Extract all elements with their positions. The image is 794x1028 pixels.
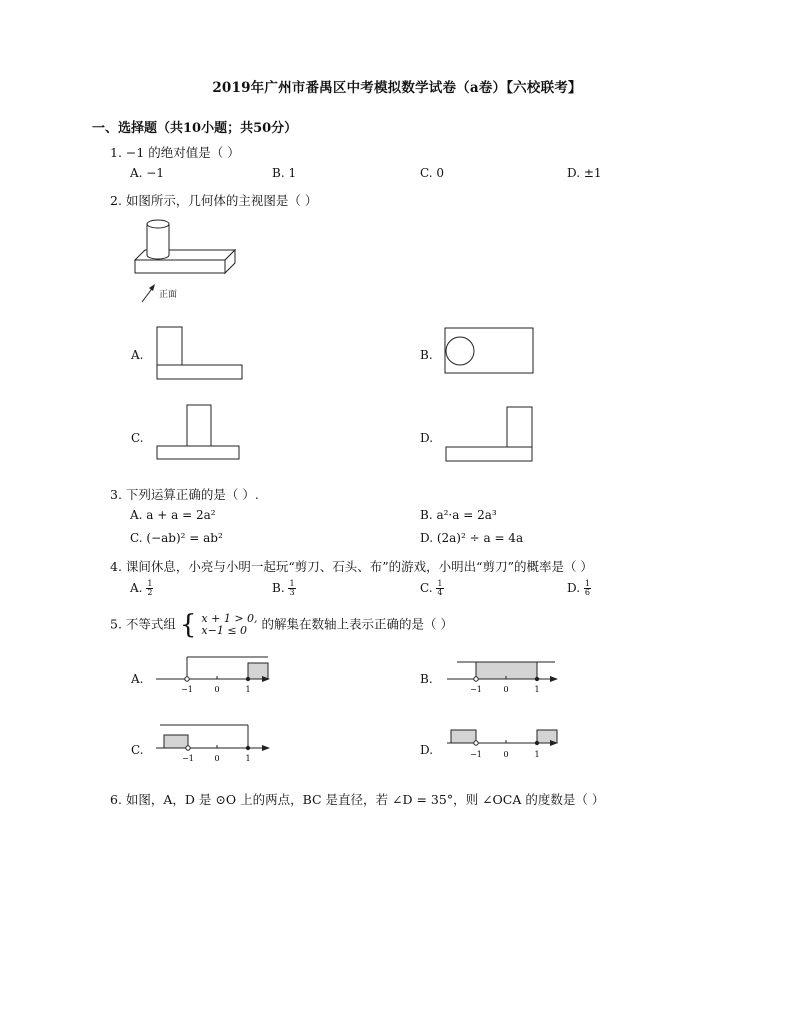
inequality-line-2: x−1 ≤ 0 — [201, 624, 248, 637]
question-1-stem: 1. −1 的绝对值是（ ） — [110, 145, 240, 160]
question-3-stem: 3. 下列运算正确的是（ ）. — [110, 487, 259, 502]
question-3-option-d: D. (2a)² ÷ a = 4a — [420, 531, 524, 545]
question-3-option-c: C. (−ab)² = ab² — [130, 531, 223, 545]
svg-text:1: 1 — [534, 685, 540, 694]
question-4-option-d-label: D. — [567, 581, 581, 595]
inequality-line-1: x + 1 > 0, — [201, 612, 258, 625]
question-2-option-d-label: D. — [420, 431, 434, 445]
system-brace: { — [179, 610, 197, 640]
question-4-option-d — [567, 580, 591, 597]
question-5-option-c-label: C. — [131, 743, 144, 757]
question-4-option-c-label: C. — [420, 581, 433, 595]
question-2-option-c-label: C. — [131, 431, 144, 445]
question-4-option-a — [130, 580, 153, 597]
question-1-option-a: A. −1 — [130, 166, 164, 180]
question-2-option-b-figure — [443, 326, 535, 376]
svg-text:1: 1 — [245, 754, 251, 763]
question-5-option-d-label: D. — [420, 743, 434, 757]
question-2-option-c-figure — [156, 404, 242, 461]
svg-text:−1: −1 — [182, 754, 194, 763]
question-4-option-c — [420, 580, 444, 597]
question-2-option-d-figure — [445, 406, 535, 463]
svg-text:0: 0 — [503, 750, 509, 759]
solid-3d-figure — [125, 215, 245, 307]
question-4-option-b — [272, 580, 296, 597]
svg-text:1: 1 — [245, 685, 251, 694]
question-5-stem — [110, 610, 454, 640]
svg-text:0: 0 — [214, 754, 220, 763]
question-1-option-d: D. ±1 — [567, 166, 602, 180]
number-line-c — [152, 720, 277, 766]
svg-text:0: 0 — [214, 685, 220, 694]
svg-text:−1: −1 — [470, 750, 482, 759]
question-1-option-b: B. 1 — [272, 166, 297, 180]
fraction-a: $\frac{1}{2}$ — [147, 579, 153, 597]
question-4-option-b-label: B. — [272, 581, 285, 595]
question-4-stem: 4. 课间休息，小亮与小明一起玩“剪刀、石头、布”的游戏，小明出“剪刀”的概率是（ ） — [110, 559, 593, 574]
exam-title: 2019年广州市番禺区中考模拟数学试卷（a卷）【六校联考】 — [212, 80, 582, 96]
fraction-c: $\frac{1}{4}$ — [437, 579, 443, 597]
question-2-stem: 2. 如图所示，几何体的主视图是（ ） — [110, 193, 318, 208]
question-3-option-a: A. a + a = 2a² — [130, 508, 216, 522]
fraction-d: $\frac{1}{6}$ — [584, 579, 590, 597]
question-5-stem-prefix: 5. 不等式组 — [110, 616, 176, 632]
number-line-a — [152, 652, 277, 698]
inequality-system — [201, 613, 257, 637]
svg-text:−1: −1 — [470, 685, 482, 694]
svg-text:0: 0 — [503, 685, 509, 694]
number-line-b — [443, 652, 568, 698]
question-5-option-b-label: B. — [420, 672, 433, 686]
front-view-label: 正面 — [159, 290, 178, 300]
question-1-option-c: C. 0 — [420, 166, 445, 180]
question-3-option-b: B. a²·a = 2a³ — [420, 508, 497, 522]
question-2-option-a-figure — [155, 326, 245, 381]
question-5-option-a-label: A. — [131, 672, 144, 686]
question-2-option-b-label: B. — [420, 348, 433, 362]
section-heading: 一、选择题（共10小题；共50分） — [92, 121, 298, 136]
question-6-stem: 6. 如图，A，D 是 ⊙O 上的两点，BC 是直径，若 ∠D = 35°，则 ∠OCA 的度数是（ ） — [110, 792, 605, 807]
question-5-stem-suffix: 的解集在数轴上表示正确的是（ ） — [261, 616, 454, 632]
svg-text:−1: −1 — [181, 685, 193, 694]
svg-text:1: 1 — [534, 750, 540, 759]
number-line-d — [443, 720, 568, 766]
question-2-option-a-label: A. — [131, 348, 144, 362]
question-4-option-a-label: A. — [130, 581, 143, 595]
fraction-b: $\frac{1}{3}$ — [289, 579, 295, 597]
